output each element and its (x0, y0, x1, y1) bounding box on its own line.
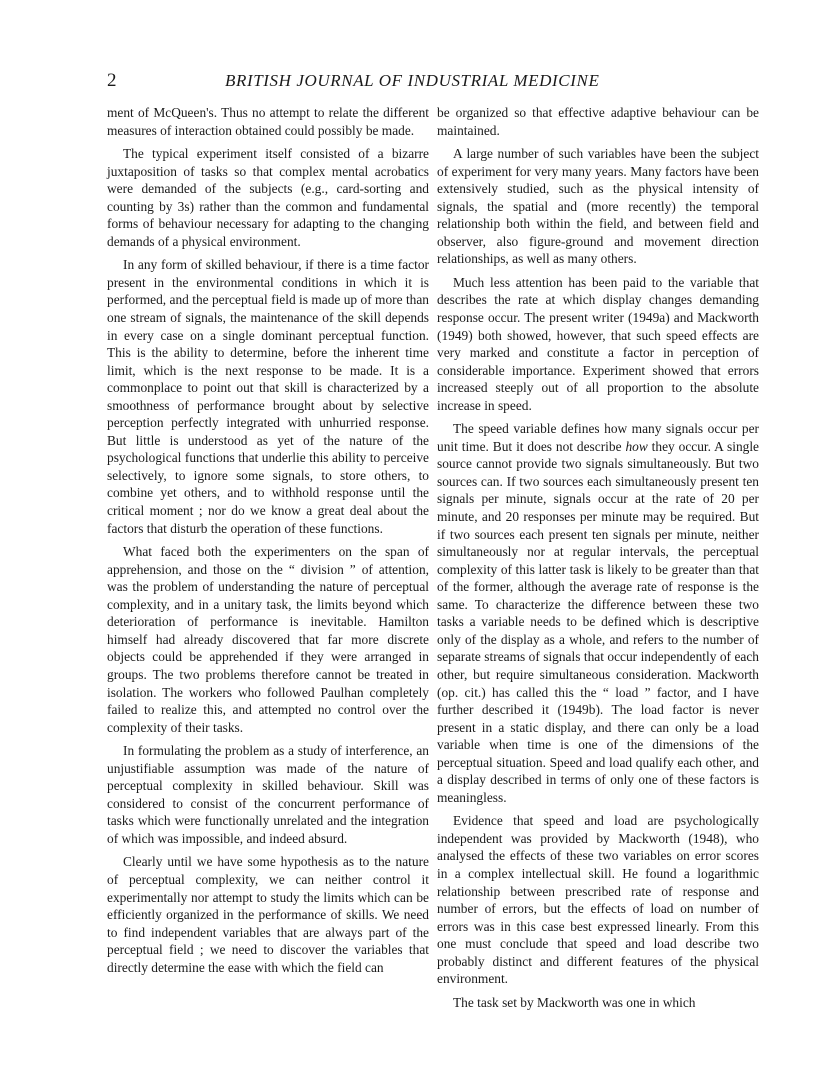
left-column (107, 104, 429, 982)
paragraph: In any form of skilled behaviour, if there is a time factor present in the environmental conditions in which it is performed, and the perceptual field is made up of more than one stream of signals, the maintenance of the skill depends in every case on a single dominant perceptual function. This is the ability to determine, before the inherent time limit, which is the next response to be made. It is a commonplace to point out that skill is characterized by a smoothness of performance brought about by selective perception perfectly integrated with unhurried response. But little is understood as yet of the nature of the psychological functions that underlie this ability to perceive selectively, to ignore some signals, to store others, to combine yet others, and to withhold response until the critical moment ; nor do we know a great deal about the factors that disturb the operation of these functions. (107, 257, 429, 536)
paragraph: Evidence that speed and load are psychologically independent was provided by Mackworth (1948), who analysed the effects of these two variables on error scores in a complex intellectual skill. He found a logarithmic relationship between prescribed rate of response and number of errors, but the effects of load on number of errors was in this case best expressed linearly. From this one must conclude that speed and load describe two probably distinct and different features of the physical environment. (437, 813, 759, 987)
paragraph: The typical experiment itself consisted of a bizarre juxtaposition of tasks so that complex mental acrobatics were demanded of the subjects (e.g., card-sorting and counting by 3s) rather than the common and fundamental forms of behaviour necessary for adapting to the changing demands of a physical environment. (107, 146, 429, 249)
paragraph: The speed variable defines how many signals occur per unit time. But it does not describe how they occur. A single source cannot provide two signals simultaneously. But two sources can. If two sources each simultaneously present ten signals per minute, signals occur at the rate of 20 per minute, and 20 responses per minute may be required. But if two sources each present ten signals per minute, neither simultaneously nor at regular intervals, the perceptual complexity of this latter task is likely to be greater than that of the former, although the average rate of response is the same. To characterize the difference between these two tasks a variable needs to be defined which is descriptive only of the display as a whole, and refers to the number of separate streams of signals that occur independently of each other, but require simultaneous consideration. Mackworth (op. cit.) has called this the “ load ” factor, and I have further described it (1949b). The load factor is never present in a static display, and there can only be a load variable when time is one of the dimensions of the perceptual situation. Speed and load qualify each other, and a display described in terms of only one of these factors is meaningless. (437, 421, 760, 805)
paragraph: The task set by Mackworth was one in which (453, 994, 696, 1010)
paragraph: be organized so that effective adaptive behaviour can be maintained. (437, 105, 759, 138)
page-number: 2 (107, 70, 117, 91)
paragraph: Clearly until we have some hypothesis as to the nature of perceptual complexity, we can neither control it experimentally nor attempt to study the limits which can be efficiently organized in the performance of skills. We need to find independent variables that are always part of the perceptual field ; we need to discover the variables that directly determine the ease with which the field can (107, 854, 429, 975)
paragraph: In formulating the problem as a study of interference, an unjustifiable assumption was made of the nature of perceptual complexity in skilled behaviour. Skill was considered to consist of the concurrent performance of tasks which were functionally unrelated and the integration of which was impossible, and indeed absurd. (107, 743, 429, 846)
paragraph: What faced both the experimenters on the span of apprehension, and those on the “ division ” of attention, was the problem of understanding the nature of perceptual complexity, and in a unitary task, the limits beyond which deterioration of performance is inevitable. Hamilton himself had already discovered that far more discrete objects could be apprehended if they were arranged in groups. The two problems therefore cannot be treated in isolation. The workers who followed Paulhan completely failed to realize this, and attempted no control over the complexity of their tasks. (107, 544, 429, 735)
page-header (107, 70, 767, 96)
paragraph: A large number of such variables have been the subject of experiment for very many years. Many factors have been extensively studied, such as the physical intensity of signals, the spatial and (more recently) the temporal relationship both within the field, and between field and observer, also figure-ground and movement direction relationships, as well as many others. (437, 146, 759, 267)
paragraph: Much less attention has been paid to the variable that describes the rate at which display changes demanding response occur. The present writer (1949a) and Mackworth (1949) both showed, however, that such speed effects are very marked and constitute a factor in perception of considerable importance. Experiment showed that errors increased steeply out of all proportion to the absolute increase in speed. (437, 274, 759, 413)
paragraph: ment of McQueen's. Thus no attempt to relate the different measures of interaction obtained could possibly be made. (107, 105, 429, 138)
journal-title: BRITISH JOURNAL OF INDUSTRIAL MEDICINE (225, 71, 600, 90)
right-column (437, 104, 759, 1017)
